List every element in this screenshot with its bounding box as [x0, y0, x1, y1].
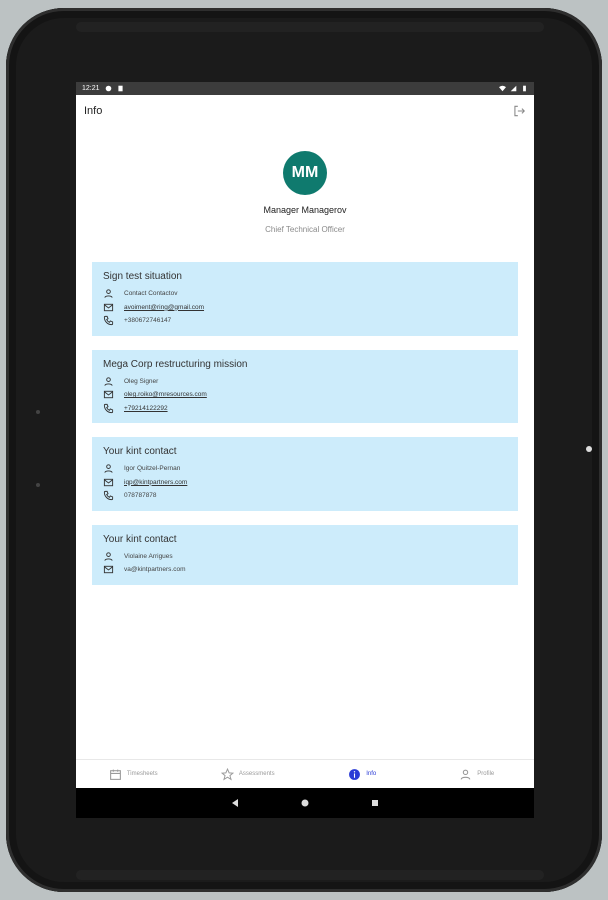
card-title: Mega Corp restructuring mission: [103, 358, 248, 370]
mail-icon: [103, 302, 114, 313]
contact-email-link[interactable]: avoiment@ring@gmail.com: [124, 303, 205, 311]
side-sensor: [36, 483, 40, 487]
contact-name: Igor Quitzel-Pernan: [124, 465, 181, 473]
user-name: Manager Managerov: [263, 205, 347, 215]
camera-dot: [586, 446, 592, 452]
star-icon: [221, 768, 234, 781]
recents-icon[interactable]: [370, 798, 380, 808]
system-navigation-bar: [76, 788, 534, 818]
phone-icon: [103, 403, 114, 414]
nav-profile[interactable]: [420, 760, 535, 788]
user-role: Chief Technical Officer: [265, 225, 345, 234]
contact-phone-row: [103, 402, 507, 416]
back-icon[interactable]: [230, 798, 240, 808]
calendar-icon: [109, 768, 122, 781]
phone-icon: [103, 315, 114, 326]
home-icon[interactable]: [300, 798, 310, 808]
contact-name-row: [103, 550, 507, 564]
contact-name-row: [103, 375, 507, 389]
side-sensor: [36, 410, 40, 414]
contact-email-link[interactable]: oleg.roiko@mresources.com: [124, 391, 207, 399]
nav-timesheets[interactable]: [76, 760, 191, 788]
page-title: Info: [84, 105, 103, 117]
person-icon: [459, 768, 472, 781]
person-icon: [103, 376, 114, 387]
contact-email-row: [103, 476, 507, 490]
profile-header: [76, 151, 534, 234]
nav-info[interactable]: [305, 760, 420, 788]
contact-cards: [92, 262, 518, 599]
avatar: MM: [283, 151, 327, 195]
notification-icon: [105, 85, 112, 92]
device-screen: [76, 82, 534, 818]
contact-name: Contact Contactov: [124, 290, 178, 298]
contact-email-row: [103, 563, 507, 577]
nav-label: Profile: [477, 771, 495, 777]
info-icon: [348, 768, 361, 781]
status-bar: [76, 82, 534, 95]
contact-name-row: [103, 462, 507, 476]
contact-name-row: [103, 287, 507, 301]
person-icon: [103, 463, 114, 474]
nav-label: Timesheets: [126, 771, 158, 777]
phone-icon: [103, 490, 114, 501]
bottom-speaker-grille: [76, 870, 544, 880]
card-title: Sign test situation: [103, 271, 182, 282]
contact-phone-link[interactable]: +79214122292: [124, 404, 168, 412]
wifi-icon: [499, 85, 506, 92]
sd-card-icon: [117, 85, 124, 92]
contact-phone-row: [103, 489, 507, 503]
contact-email[interactable]: va@kintpartners.com: [124, 566, 186, 574]
card-title: Your kint contact: [103, 446, 177, 457]
contact-phone[interactable]: 078787878: [124, 492, 157, 500]
contact-card: [92, 262, 518, 336]
contact-phone[interactable]: +380672746147: [124, 317, 172, 325]
signal-icon: [510, 85, 517, 92]
contact-name: Violaine Arrigues: [124, 552, 173, 560]
contact-email-link[interactable]: iqp@kintpartners.com: [124, 478, 188, 486]
mail-icon: [103, 389, 114, 400]
bottom-navigation: [76, 759, 534, 788]
person-icon: [103, 551, 114, 562]
nav-label: Assessments: [238, 771, 275, 777]
contact-phone-row: [103, 314, 507, 328]
contact-name: Oleg Signer: [124, 377, 159, 385]
contact-card: [92, 437, 518, 511]
app-bar: [76, 95, 534, 127]
mail-icon: [103, 477, 114, 488]
contact-card: [92, 525, 518, 585]
contact-card: [92, 350, 518, 424]
person-icon: [103, 288, 114, 299]
top-speaker-grille: [76, 22, 544, 32]
card-title: Your kint contact: [103, 533, 177, 545]
nav-assessments[interactable]: [191, 760, 306, 788]
mail-icon: [103, 564, 114, 575]
nav-label: Info: [366, 771, 377, 777]
battery-icon: [521, 85, 528, 92]
contact-email-row: [103, 301, 507, 315]
contact-email-row: [103, 388, 507, 402]
status-time: 12:21: [82, 85, 100, 92]
logout-icon[interactable]: [512, 104, 526, 118]
